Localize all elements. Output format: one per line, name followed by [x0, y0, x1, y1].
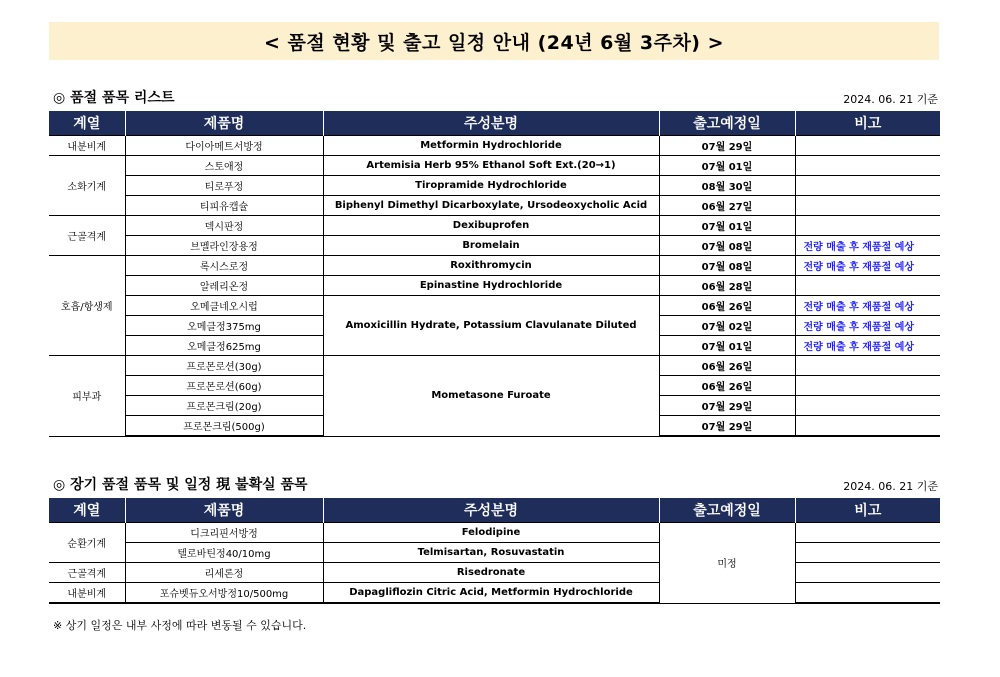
table-row: [49, 196, 940, 216]
note-cell: 전량 매출 후 재품절 예상: [795, 256, 940, 276]
note-cell: [795, 376, 940, 396]
table-row: [49, 236, 940, 256]
product-cell: 프로몬크림(20g): [125, 396, 323, 416]
date-cell: 07월 01일: [659, 156, 795, 176]
table-row: [49, 276, 940, 296]
table-row: [49, 156, 940, 176]
product-cell: 스토애정: [125, 156, 323, 176]
product-cell: 오메클정625mg: [125, 336, 323, 356]
date-cell: 08월 30일: [659, 176, 795, 196]
header-note: 비고: [795, 498, 940, 523]
table-row: [49, 563, 940, 583]
note-cell: 전량 매출 후 재품절 예상: [795, 236, 940, 256]
note-cell: [795, 156, 940, 176]
category-cell: 피부과: [49, 356, 125, 437]
note-cell: 전량 매출 후 재품절 예상: [795, 296, 940, 316]
date-cell: 06월 28일: [659, 276, 795, 296]
product-cell: 프로몬로션(60g): [125, 376, 323, 396]
date-cell: 07월 02일: [659, 316, 795, 336]
product-cell: 프로몬로션(30g): [125, 356, 323, 376]
table-row: [49, 583, 940, 604]
product-cell: 프로몬크림(500g): [125, 416, 323, 437]
header-product: 제품명: [125, 498, 323, 523]
note-cell: [795, 543, 940, 563]
header-category: 계열: [49, 498, 125, 523]
ingredient-cell: Mometasone Furoate: [323, 356, 659, 437]
ingredient-cell: Dapagliflozin Citric Acid, Metformin Hydrochloride: [323, 583, 659, 604]
note-cell: [795, 196, 940, 216]
product-cell: 디크리핀서방정: [125, 523, 323, 543]
product-cell: 덱시판정: [125, 216, 323, 236]
date-cell: 07월 08일: [659, 236, 795, 256]
ingredient-cell: Tiropramide Hydrochloride: [323, 176, 659, 196]
product-cell: 브멜라인장용정: [125, 236, 323, 256]
section1-date: 2024. 06. 21 기준: [843, 93, 938, 106]
table-row: [49, 296, 940, 316]
table-row: [49, 543, 940, 563]
header-category: 계열: [49, 111, 125, 136]
section1-title: ◎ 품절 품목 리스트: [53, 90, 175, 106]
product-cell: 오메클정375mg: [125, 316, 323, 336]
table-row: [49, 356, 940, 376]
date-cell: 07월 29일: [659, 396, 795, 416]
product-cell: 록시스로정: [125, 256, 323, 276]
header-release-date: 출고예정일: [659, 498, 795, 523]
ingredient-cell: Risedronate: [323, 563, 659, 583]
ingredient-cell: Roxithromycin: [323, 256, 659, 276]
note-cell: [795, 136, 940, 156]
long-term-soldout-table: [49, 498, 940, 604]
note-cell: 전량 매출 후 재품절 예상: [795, 336, 940, 356]
ingredient-cell: Epinastine Hydrochloride: [323, 276, 659, 296]
page-banner: < 품절 현황 및 출고 일정 안내 (24년 6월 3주차) >: [49, 22, 939, 60]
note-cell: [795, 396, 940, 416]
note-cell: [795, 563, 940, 583]
product-cell: 오메클네오시럽: [125, 296, 323, 316]
footnote: ※ 상기 일정은 내부 사정에 따라 변동될 수 있습니다.: [53, 619, 307, 632]
note-cell: [795, 523, 940, 543]
ingredient-cell: Bromelain: [323, 236, 659, 256]
product-cell: 텔로바틴정40/10mg: [125, 543, 323, 563]
section2-title: ◎ 장기 품절 품목 및 일정 現 불확실 품목: [53, 477, 308, 493]
ingredient-cell: Dexibuprofen: [323, 216, 659, 236]
ingredient-cell: Metformin Hydrochloride: [323, 136, 659, 156]
date-cell: 07월 08일: [659, 256, 795, 276]
date-cell: 07월 01일: [659, 336, 795, 356]
note-cell: [795, 416, 940, 437]
date-cell: 06월 26일: [659, 296, 795, 316]
table-row: [49, 256, 940, 276]
header-release-date: 출고예정일: [659, 111, 795, 136]
product-cell: 티피유캡슐: [125, 196, 323, 216]
table-row: [49, 136, 940, 156]
product-cell: 리세론정: [125, 563, 323, 583]
table-header-row: [49, 111, 940, 136]
date-cell: 06월 26일: [659, 376, 795, 396]
category-cell: 근골격계: [49, 563, 125, 583]
note-cell: [795, 216, 940, 236]
note-cell: [795, 583, 940, 604]
product-cell: 티로푸정: [125, 176, 323, 196]
table-header-row: [49, 498, 940, 523]
header-product: 제품명: [125, 111, 323, 136]
section2-date: 2024. 06. 21 기준: [843, 480, 938, 493]
date-cell: 06월 26일: [659, 356, 795, 376]
date-cell: 06월 27일: [659, 196, 795, 216]
ingredient-cell: Telmisartan, Rosuvastatin: [323, 543, 659, 563]
date-cell: 07월 29일: [659, 136, 795, 156]
note-cell: [795, 356, 940, 376]
table-row: [49, 216, 940, 236]
ingredient-cell: Artemisia Herb 95% Ethanol Soft Ext.(20→1): [323, 156, 659, 176]
date-cell: 미정: [659, 523, 795, 604]
date-cell: 07월 01일: [659, 216, 795, 236]
table-row: [49, 523, 940, 543]
category-cell: 내분비계: [49, 136, 125, 156]
category-cell: 소화기계: [49, 156, 125, 216]
soldout-table: [49, 111, 940, 437]
header-ingredient: 주성분명: [323, 498, 659, 523]
note-cell: [795, 276, 940, 296]
header-note: 비고: [795, 111, 940, 136]
ingredient-cell: Biphenyl Dimethyl Dicarboxylate, Ursodeoxycholic Acid: [323, 196, 659, 216]
category-cell: 내분비계: [49, 583, 125, 604]
table-row: [49, 176, 940, 196]
category-cell: 순환기계: [49, 523, 125, 563]
product-cell: 다이아메트서방정: [125, 136, 323, 156]
product-cell: 포슈벳듀오서방정10/500mg: [125, 583, 323, 604]
ingredient-cell: Amoxicillin Hydrate, Potassium Clavulanate Diluted: [323, 296, 659, 356]
note-cell: [795, 176, 940, 196]
date-cell: 07월 29일: [659, 416, 795, 437]
ingredient-cell: Felodipine: [323, 523, 659, 543]
header-ingredient: 주성분명: [323, 111, 659, 136]
category-cell: 호흡/항생제: [49, 256, 125, 356]
category-cell: 근골격계: [49, 216, 125, 256]
product-cell: 알레리온정: [125, 276, 323, 296]
note-cell: 전량 매출 후 재품절 예상: [795, 316, 940, 336]
